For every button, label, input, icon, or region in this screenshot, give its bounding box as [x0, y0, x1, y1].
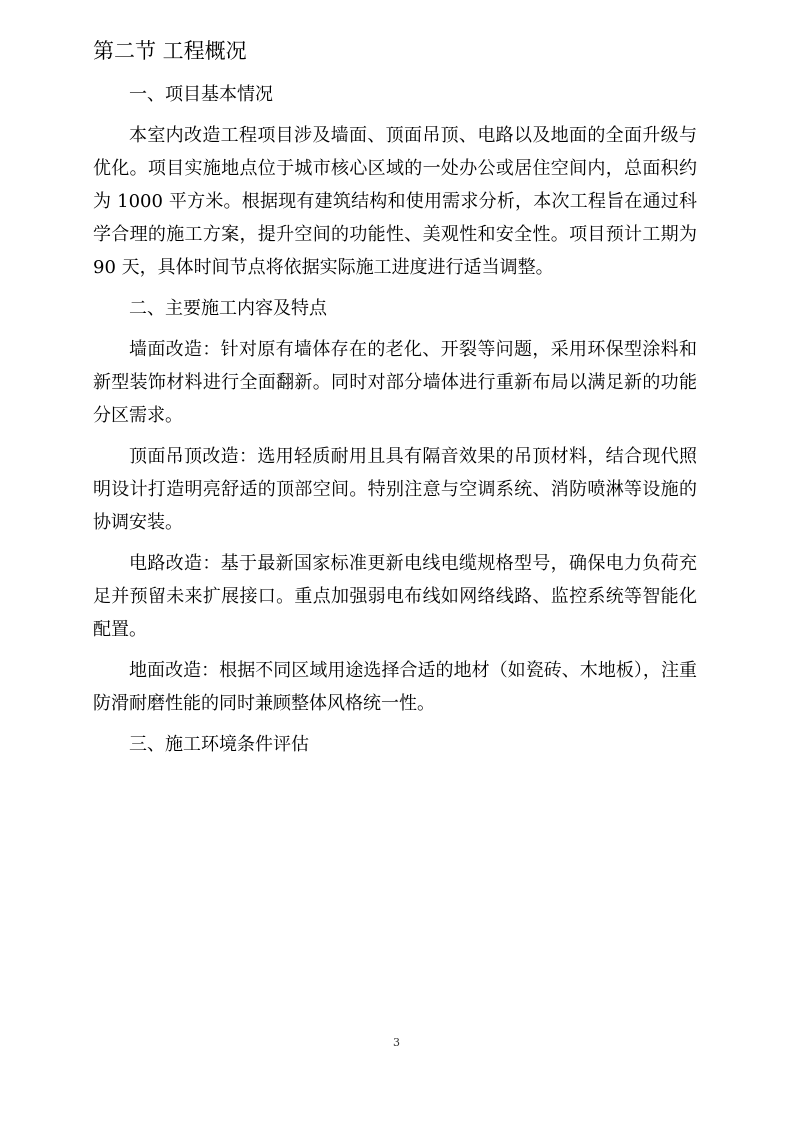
- section-heading-main-content: 二、主要施工内容及特点: [129, 298, 327, 319]
- paragraph-wall-renovation: 墙面改造：针对原有墙体存在的老化、开裂等问题，采用环保型涂料和新型装饰材料进行全面翻新。同时对部分墙体进行重新布局以满足新的功能分区需求。: [93, 339, 697, 426]
- page-number: 3: [393, 1036, 400, 1049]
- paragraph-basic-info: 本室内改造工程项目涉及墙面、顶面吊顶、电路以及地面的全面升级与优化。项目实施地点位于城市核心区域的一处办公或居住空间内，总面积约为 1000 平方米。根据现有建筑结构和使用需求分析，本次工程旨在通过科学合理的施工方案，提升空间的功能性、美观性和安全性。项目预计工期为 90 天，具体时间节点将依据实际施工进度进行适当调整。: [93, 125, 697, 278]
- section-heading-environment: 三、施工环境条件评估: [129, 734, 309, 755]
- paragraph-ceiling-renovation: 顶面吊顶改造：选用轻质耐用且具有隔音效果的吊顶材料，结合现代照明设计打造明亮舒适的顶部空间。特别注意与空调系统、消防喷淋等设施的协调安装。: [93, 446, 697, 533]
- paragraph-floor-renovation: 地面改造：根据不同区域用途选择合适的地材（如瓷砖、木地板），注重防滑耐磨性能的同时兼顾整体风格统一性。: [93, 660, 697, 714]
- section-heading-basic-info: 一、项目基本情况: [129, 84, 273, 105]
- document-body: [93, 78, 697, 769]
- paragraph-electrical-renovation: 电路改造：基于最新国家标准更新电线电缆规格型号，确保电力负荷充足并预留未来扩展接口。重点加强弱电布线如网络线路、监控系统等智能化配置。: [93, 553, 697, 640]
- chapter-title: 第二节 工程概况: [93, 39, 247, 63]
